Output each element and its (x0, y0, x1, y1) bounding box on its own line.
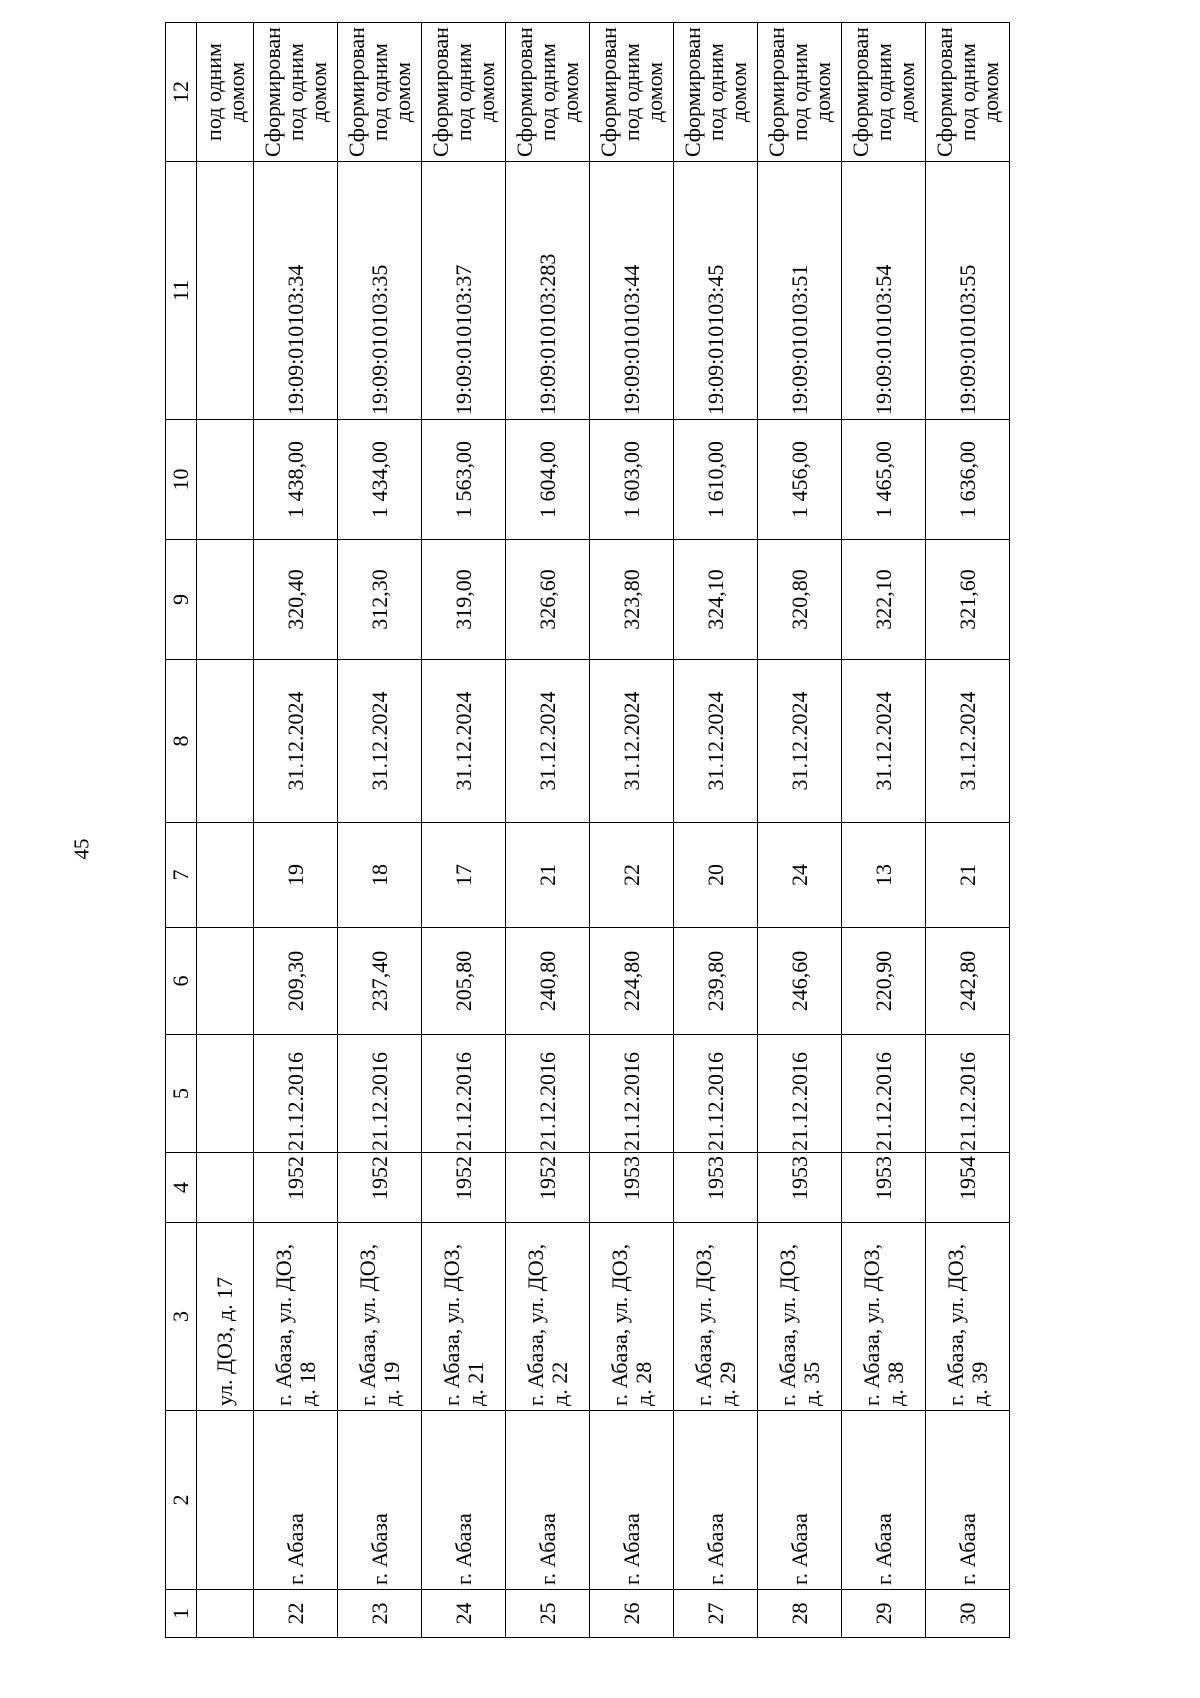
land-area-cell: 1 610,00 (674, 420, 758, 540)
table-row (422, 23, 506, 1638)
row-number: 22 (254, 1590, 338, 1638)
date-cell: 21.12.2016 (842, 1035, 926, 1153)
cadastral-number-cell: 19:09:010103:55 (926, 162, 1010, 420)
land-area-cell: 1 604,00 (506, 420, 590, 540)
deadline-cell: 31.12.2024 (842, 660, 926, 823)
area-cell: 324,10 (674, 540, 758, 660)
year-cell: 1952 (422, 1153, 506, 1223)
col-header-5: 5 (166, 1035, 197, 1153)
area-cell: 320,80 (758, 540, 842, 660)
note-cell: Сформирован под одним домом (842, 23, 926, 162)
cadastral-number-cell: 19:09:010103:283 (506, 162, 590, 420)
table-row (926, 23, 1010, 1638)
row-number: 23 (338, 1590, 422, 1638)
settlement-cell: г. Абаза (422, 1411, 506, 1590)
residents-cell: 17 (422, 823, 506, 928)
deadline-cell: 31.12.2024 (590, 660, 674, 823)
area-cell: 321,60 (926, 540, 1010, 660)
table-body (166, 23, 1010, 1638)
year-cell: 1953 (842, 1153, 926, 1223)
deadline-cell: 31.12.2024 (338, 660, 422, 823)
settlement-cell: г. Абаза (926, 1411, 1010, 1590)
residents-cell: 21 (926, 823, 1010, 928)
continuation-note: под одним домом (197, 23, 254, 162)
address-cell: г. Абаза, ул. ДОЗ, д. 21 (422, 1223, 506, 1411)
cell (197, 162, 254, 420)
col-header-1: 1 (166, 1590, 197, 1638)
note-cell: Сформирован под одним домом (338, 23, 422, 162)
table-row (254, 23, 338, 1638)
date-cell: 21.12.2016 (422, 1035, 506, 1153)
address-cell: г. Абаза, ул. ДОЗ, д. 39 (926, 1223, 1010, 1411)
column-number-row (166, 23, 197, 1638)
land-area-cell: 1 438,00 (254, 420, 338, 540)
area-cell: 246,60 (758, 928, 842, 1035)
residents-cell: 13 (842, 823, 926, 928)
col-header-8: 8 (166, 660, 197, 823)
area-cell: 237,40 (338, 928, 422, 1035)
col-header-4: 4 (166, 1153, 197, 1223)
cell (197, 540, 254, 660)
cell (197, 823, 254, 928)
address-cell: г. Абаза, ул. ДОЗ, д. 29 (674, 1223, 758, 1411)
deadline-cell: 31.12.2024 (506, 660, 590, 823)
residents-cell: 18 (338, 823, 422, 928)
year-cell: 1952 (254, 1153, 338, 1223)
table-row (674, 23, 758, 1638)
address-cell: г. Абаза, ул. ДОЗ, д. 19 (338, 1223, 422, 1411)
cadastral-number-cell: 19:09:010103:45 (674, 162, 758, 420)
date-cell: 21.12.2016 (338, 1035, 422, 1153)
col-header-3: 3 (166, 1223, 197, 1411)
row-number: 27 (674, 1590, 758, 1638)
register-table (165, 22, 1010, 1638)
address-cell: г. Абаза, ул. ДОЗ, д. 22 (506, 1223, 590, 1411)
residents-cell: 19 (254, 823, 338, 928)
cell (197, 1035, 254, 1153)
col-header-9: 9 (166, 540, 197, 660)
note-cell: Сформирован под одним домом (674, 23, 758, 162)
cell (197, 660, 254, 823)
table-row (590, 23, 674, 1638)
area-cell: 224,80 (590, 928, 674, 1035)
note-cell: Сформирован под одним домом (758, 23, 842, 162)
table-row (338, 23, 422, 1638)
register-table-container (165, 23, 1010, 1638)
year-cell: 1953 (758, 1153, 842, 1223)
note-cell: Сформирован под одним домом (590, 23, 674, 162)
area-cell: 242,80 (926, 928, 1010, 1035)
table-row (842, 23, 926, 1638)
table-row (506, 23, 590, 1638)
deadline-cell: 31.12.2024 (758, 660, 842, 823)
col-header-2: 2 (166, 1411, 197, 1590)
cell (197, 1590, 254, 1638)
cadastral-number-cell: 19:09:010103:37 (422, 162, 506, 420)
settlement-cell: г. Абаза (254, 1411, 338, 1590)
continuation-row (197, 23, 254, 1638)
date-cell: 21.12.2016 (506, 1035, 590, 1153)
cell (197, 1411, 254, 1590)
col-header-6: 6 (166, 928, 197, 1035)
residents-cell: 20 (674, 823, 758, 928)
deadline-cell: 31.12.2024 (674, 660, 758, 823)
area-cell: 326,60 (506, 540, 590, 660)
settlement-cell: г. Абаза (506, 1411, 590, 1590)
year-cell: 1954 (926, 1153, 1010, 1223)
land-area-cell: 1 603,00 (590, 420, 674, 540)
row-number: 26 (590, 1590, 674, 1638)
area-cell: 323,80 (590, 540, 674, 660)
area-cell: 312,30 (338, 540, 422, 660)
address-cell: г. Абаза, ул. ДОЗ, д. 35 (758, 1223, 842, 1411)
date-cell: 21.12.2016 (674, 1035, 758, 1153)
cadastral-number-cell: 19:09:010103:54 (842, 162, 926, 420)
area-cell: 220,90 (842, 928, 926, 1035)
date-cell: 21.12.2016 (926, 1035, 1010, 1153)
row-number: 28 (758, 1590, 842, 1638)
residents-cell: 24 (758, 823, 842, 928)
area-cell: 322,10 (842, 540, 926, 660)
settlement-cell: г. Абаза (590, 1411, 674, 1590)
deadline-cell: 31.12.2024 (254, 660, 338, 823)
date-cell: 21.12.2016 (758, 1035, 842, 1153)
address-cell: г. Абаза, ул. ДОЗ, д. 18 (254, 1223, 338, 1411)
area-cell: 240,80 (506, 928, 590, 1035)
note-cell: Сформирован под одним домом (422, 23, 506, 162)
area-cell: 319,00 (422, 540, 506, 660)
continuation-address: ул. ДОЗ, д. 17 (197, 1223, 254, 1411)
row-number: 29 (842, 1590, 926, 1638)
year-cell: 1953 (674, 1153, 758, 1223)
note-cell: Сформирован под одним домом (254, 23, 338, 162)
land-area-cell: 1 636,00 (926, 420, 1010, 540)
residents-cell: 21 (506, 823, 590, 928)
col-header-7: 7 (166, 823, 197, 928)
year-cell: 1952 (338, 1153, 422, 1223)
cell (197, 928, 254, 1035)
land-area-cell: 1 434,00 (338, 420, 422, 540)
cadastral-number-cell: 19:09:010103:44 (590, 162, 674, 420)
date-cell: 21.12.2016 (254, 1035, 338, 1153)
cadastral-number-cell: 19:09:010103:51 (758, 162, 842, 420)
area-cell: 209,30 (254, 928, 338, 1035)
settlement-cell: г. Абаза (842, 1411, 926, 1590)
year-cell: 1953 (590, 1153, 674, 1223)
cell (197, 1153, 254, 1223)
area-cell: 205,80 (422, 928, 506, 1035)
note-cell: Сформирован под одним домом (926, 23, 1010, 162)
land-area-cell: 1 563,00 (422, 420, 506, 540)
cell (197, 420, 254, 540)
row-number: 25 (506, 1590, 590, 1638)
area-cell: 320,40 (254, 540, 338, 660)
page-number: 45 (69, 838, 94, 860)
residents-cell: 22 (590, 823, 674, 928)
table-row (758, 23, 842, 1638)
settlement-cell: г. Абаза (338, 1411, 422, 1590)
settlement-cell: г. Абаза (674, 1411, 758, 1590)
deadline-cell: 31.12.2024 (926, 660, 1010, 823)
deadline-cell: 31.12.2024 (422, 660, 506, 823)
address-cell: г. Абаза, ул. ДОЗ, д. 28 (590, 1223, 674, 1411)
land-area-cell: 1 465,00 (842, 420, 926, 540)
settlement-cell: г. Абаза (758, 1411, 842, 1590)
row-number: 24 (422, 1590, 506, 1638)
row-number: 30 (926, 1590, 1010, 1638)
address-cell: г. Абаза, ул. ДОЗ, д. 38 (842, 1223, 926, 1411)
note-cell: Сформирован под одним домом (506, 23, 590, 162)
date-cell: 21.12.2016 (590, 1035, 674, 1153)
land-area-cell: 1 456,00 (758, 420, 842, 540)
cadastral-number-cell: 19:09:010103:35 (338, 162, 422, 420)
cadastral-number-cell: 19:09:010103:34 (254, 162, 338, 420)
col-header-11: 11 (166, 162, 197, 420)
area-cell: 239,80 (674, 928, 758, 1035)
year-cell: 1952 (506, 1153, 590, 1223)
col-header-12: 12 (166, 23, 197, 162)
col-header-10: 10 (166, 420, 197, 540)
